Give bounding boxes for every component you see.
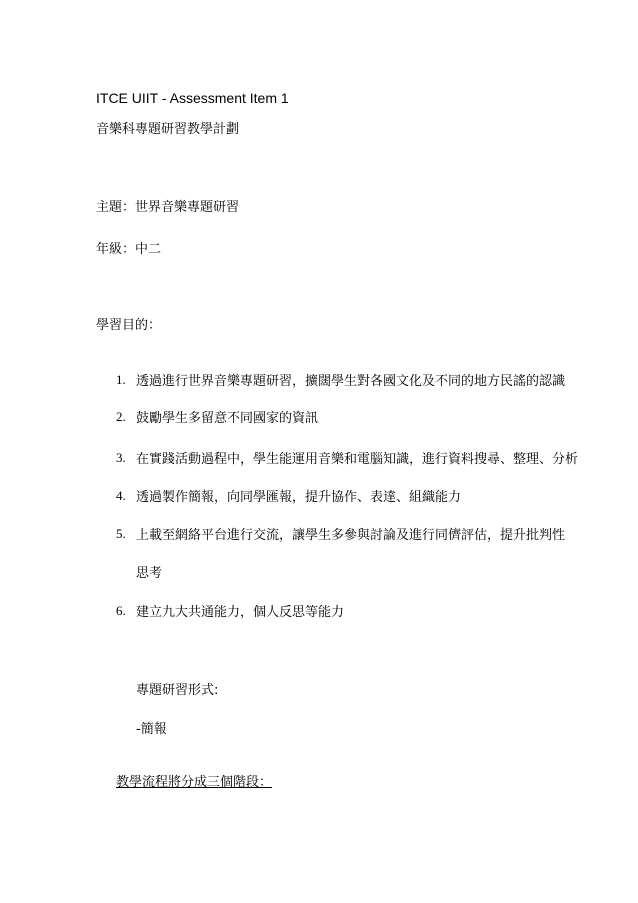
theme-line: 主題：世界音樂專題研習 — [96, 200, 240, 215]
list-item-text: 透過製作簡報，向同學匯報，提升協作、表達、組織能力 — [136, 490, 462, 505]
grade-line: 年級：中二 — [96, 242, 162, 257]
list-item-continuation: 思考 — [136, 566, 163, 581]
format-heading: 專題研習形式: — [136, 683, 219, 698]
list-item-number: 1. — [116, 372, 126, 387]
list-item-text: 在實踐活動過程中，學生能運用音樂和電腦知識，進行資料搜尋、整理、分析 — [136, 452, 579, 467]
list-item-number: 2. — [116, 409, 126, 424]
list-item-number: 5. — [116, 526, 126, 541]
list-item-text: 建立九大共通能力，個人反思等能力 — [136, 605, 345, 620]
objectives-heading: 學習目的： — [96, 318, 162, 333]
list-item-number: 4. — [116, 488, 126, 503]
list-item-number: 3. — [116, 450, 126, 465]
document-subtitle: 音樂科專題研習教學計劃 — [96, 122, 240, 137]
process-heading: 教學流程將分成三個階段： — [116, 775, 273, 790]
list-item-text: 透過進行世界音樂專題研習，擴闊學生對各國文化及不同的地方民謠的認識 — [136, 374, 566, 389]
list-item-number: 6. — [116, 603, 126, 618]
document-title-line: ITCE UIIT - Assessment Item 1 — [96, 90, 289, 106]
list-item-text: 上載至網絡平台進行交流，讓學生多參與討論及進行同儕評估，提升批判性 — [136, 528, 566, 543]
list-item-text: 鼓勵學生多留意不同國家的資訊 — [136, 411, 319, 426]
format-item: -簡報 — [136, 722, 167, 737]
